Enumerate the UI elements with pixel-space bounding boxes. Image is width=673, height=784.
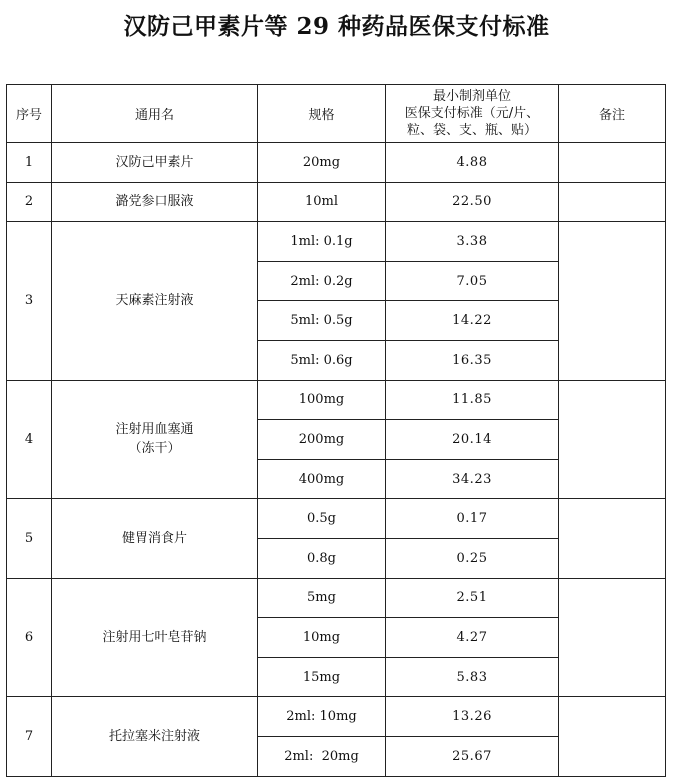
- cell-seq: 4: [7, 380, 52, 499]
- cell-name: [52, 182, 258, 222]
- drug-name-line: 汉防己甲素片: [115, 154, 194, 170]
- cell-spec: 0.8g: [258, 538, 386, 578]
- header-price-line3: 粒、袋、支、瓶、贴）: [406, 123, 537, 138]
- table-row: [7, 380, 666, 420]
- cell-seq: 3: [7, 222, 52, 380]
- page-title: 汉防己甲素片等 29 种药品医保支付标准: [123, 13, 550, 40]
- table-body: [7, 143, 666, 777]
- cell-price: 13.26: [386, 697, 559, 737]
- header-note: 备注: [559, 85, 666, 143]
- cell-price: 3.38: [386, 222, 559, 262]
- drug-name-line: 健胃消食片: [121, 530, 187, 546]
- cell-spec: 0.5g: [258, 499, 386, 539]
- header-spec: 规格: [258, 85, 386, 143]
- cell-price: 14.22: [386, 301, 559, 341]
- cell-spec: 2ml: 20mg: [258, 736, 386, 776]
- cell-note: [559, 697, 666, 776]
- cell-price: 5.83: [386, 657, 559, 697]
- cell-price: 22.50: [386, 182, 559, 222]
- cell-name: [52, 222, 258, 380]
- cell-price: 7.05: [386, 261, 559, 301]
- cell-seq: 2: [7, 182, 52, 222]
- table-row: [7, 578, 666, 618]
- drug-name-line: （冻干）: [128, 441, 181, 457]
- drug-name-line: 托拉塞米注射液: [108, 728, 200, 744]
- cell-price: 25.67: [386, 736, 559, 776]
- header-seq: 序号: [7, 85, 52, 143]
- table-header-row: [7, 85, 666, 143]
- header-price-line1: 最小制剂单位: [432, 89, 511, 104]
- header-name: 通用名: [52, 85, 258, 143]
- cell-price: 0.17: [386, 499, 559, 539]
- header-price-line2: 医保支付标准（元/片、: [404, 106, 540, 121]
- cell-spec: 10ml: [258, 182, 386, 222]
- cell-spec: 2ml: 0.2g: [258, 261, 386, 301]
- cell-spec: 10mg: [258, 618, 386, 658]
- table-row: [7, 697, 666, 737]
- cell-spec: 1ml: 0.1g: [258, 222, 386, 262]
- cell-price: 20.14: [386, 420, 559, 460]
- cell-seq: 1: [7, 143, 52, 183]
- cell-price: 2.51: [386, 578, 559, 618]
- cell-spec: 15mg: [258, 657, 386, 697]
- cell-price: 0.25: [386, 538, 559, 578]
- cell-price: 4.27: [386, 618, 559, 658]
- cell-seq: 7: [7, 697, 52, 776]
- cell-name: [52, 697, 258, 776]
- cell-seq: 5: [7, 499, 52, 578]
- cell-name: [52, 499, 258, 578]
- table-row: [7, 222, 666, 262]
- cell-spec: 5ml: 0.5g: [258, 301, 386, 341]
- cell-note: [559, 499, 666, 578]
- cell-note: [559, 578, 666, 697]
- cell-name: [52, 380, 258, 499]
- table-row: [7, 143, 666, 183]
- cell-note: [559, 182, 666, 222]
- table-row: [7, 499, 666, 539]
- cell-spec: 400mg: [258, 459, 386, 499]
- cell-price: 34.23: [386, 459, 559, 499]
- drug-name-line: 潞党参口服液: [115, 194, 194, 210]
- cell-spec: 5ml: 0.6g: [258, 340, 386, 380]
- cell-note: [559, 143, 666, 183]
- header-price: [386, 85, 559, 143]
- cell-price: 11.85: [386, 380, 559, 420]
- cell-spec: 2ml: 10mg: [258, 697, 386, 737]
- cell-name: [52, 578, 258, 697]
- cell-spec: 100mg: [258, 380, 386, 420]
- cell-spec: 200mg: [258, 420, 386, 460]
- cell-note: [559, 380, 666, 499]
- cell-price: 16.35: [386, 340, 559, 380]
- cell-price: 4.88: [386, 143, 559, 183]
- cell-name: [52, 143, 258, 183]
- cell-spec: 5mg: [258, 578, 386, 618]
- cell-note: [559, 222, 666, 380]
- table-row: [7, 182, 666, 222]
- cell-spec: 20mg: [258, 143, 386, 183]
- cell-seq: 6: [7, 578, 52, 697]
- payment-standard-table: [6, 84, 666, 777]
- drug-name-line: 注射用血塞通: [115, 422, 194, 438]
- drug-name-line: 天麻素注射液: [115, 293, 194, 309]
- drug-name-line: 注射用七叶皂苷钠: [102, 629, 207, 645]
